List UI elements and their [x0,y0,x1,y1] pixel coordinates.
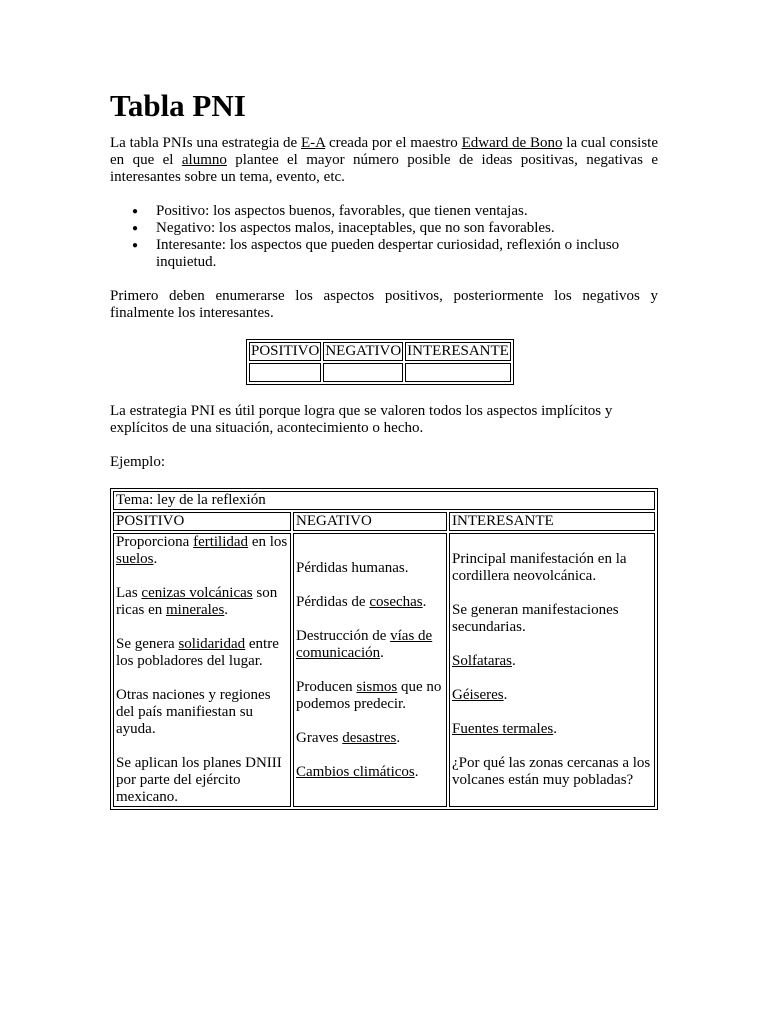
positivo-text: Las [116,585,142,601]
positivo-text: son ricas en [116,585,278,618]
negativo-item: Pérdidas humanas. [296,559,409,576]
positivo-text: Se genera [116,636,179,652]
link-cenizas-volcanicas[interactable]: cenizas volcánicas [141,585,253,601]
positivo-text: Proporciona [116,534,194,550]
usefulness-paragraph: La estrategia PNI es útil porque logra que se valoren todos los aspectos implícitos y explícitos de una situación, acontecimiento o hecho. [110,403,613,436]
bullet-positivo: ● Positivo: los aspectos buenos, favorables, que tienen ventajas. [156,203,658,220]
link-geiseres[interactable]: Géiseres [452,687,504,703]
page-title: Tabla PNI [110,88,246,123]
bullet-negativo: ● Negativo: los aspectos malos, inaceptables, que no son favorables. [156,220,658,237]
pni-bullet-list [110,203,658,271]
empty-cell-positivo [249,363,321,382]
negativo-text: Destrucción de [296,627,391,644]
example-label: Ejemplo: [110,454,165,470]
link-suelos[interactable]: suelos [116,551,154,567]
interesante-item: Se generan manifestaciones secundarias. [452,602,619,635]
negativo-item [296,730,444,747]
link-sismos[interactable]: sismos [356,678,398,695]
negativo-text: Pérdidas de [296,593,370,610]
empty-header-positivo: POSITIVO [251,343,320,359]
positivo-item [116,534,288,568]
link-desastres[interactable]: desastres [342,729,397,746]
link-solidaridad[interactable]: solidaridad [178,636,246,652]
example-cell-negativo [293,533,447,807]
negativo-text: . [380,644,384,661]
empty-header-negativo: NEGATIVO [325,343,402,359]
empty-cell-negativo [323,363,403,382]
positivo-text: . [224,602,229,618]
interesante-text: . [511,653,516,669]
link-edward-de-bono[interactable]: Edward de Bono [461,135,563,151]
link-cambios-climaticos[interactable]: Cambios climáticos [296,763,415,780]
link-vias-de-comunicacion[interactable]: vías de comunicación [296,627,433,661]
interesante-item [452,687,652,704]
positivo-item: Otras naciones y regiones del país manifiestan su ayuda. [116,687,271,737]
negativo-text: Producen [296,678,357,695]
negativo-item [296,594,444,611]
order-paragraph: Primero deben enumerarse los aspectos positivos, posteriormente los negativos y finalmente los interesantes. [110,288,658,321]
positivo-text: entre los pobladores del lugar. [116,636,279,669]
link-alumno[interactable]: alumno [181,152,227,168]
empty-pni-table [246,339,514,385]
negativo-item [296,764,444,781]
negativo-text: . [396,729,401,746]
example-header-positivo: POSITIVO [113,512,291,531]
link-minerales[interactable]: minerales [165,602,225,618]
positivo-text: en los [248,534,288,550]
positivo-text: . [153,551,158,567]
intro-paragraph [110,135,658,186]
intro-text-2: creada por el maestro [325,135,462,151]
example-cell-interesante [449,533,655,807]
link-e-a[interactable]: E-A [301,135,326,151]
empty-cell-interesante [405,363,511,382]
interesante-text: . [553,721,557,737]
intro-text-1: La tabla PNIs una estrategia de [110,135,302,151]
intro-text-4: plantee el mayor número posible de ideas positivas, negativas e interesantes sobre un tema, evento, etc. [110,152,658,185]
negativo-text: Graves [296,729,343,746]
interesante-item: Principal manifestación en la cordillera neovolcánica. [452,551,627,584]
intro-text-3: la cual consiste en que el [110,135,658,168]
interesante-item [452,653,652,670]
link-fertilidad[interactable]: fertilidad [193,534,249,550]
empty-header-interesante: INTERESANTE [407,343,509,359]
example-cell-positivo [113,533,291,807]
bullet-interesante: ● Interesante: los aspectos que pueden despertar curiosidad, reflexión o incluso inquietud. [156,237,658,271]
document-page [110,88,658,810]
example-header-interesante: INTERESANTE [449,512,655,531]
link-cosechas[interactable]: cosechas [369,593,423,610]
example-topic: Tema: ley de la reflexión [113,491,655,510]
positivo-item [116,636,288,670]
interesante-item: ¿Por qué las zonas cercanas a los volcanes están muy pobladas? [452,755,651,788]
positivo-item: Se aplican los planes DNIII por parte del ejército mexicano. [116,755,282,805]
negativo-item [296,679,444,713]
link-fuentes-termales[interactable]: Fuentes termales [452,721,554,737]
example-pni-table [110,488,658,810]
interesante-text: . [503,687,508,703]
positivo-item [116,585,288,619]
example-header-negativo: NEGATIVO [293,512,447,531]
negativo-item [296,628,444,662]
interesante-item [452,721,652,738]
negativo-text: . [414,763,419,780]
negativo-text: que no podemos predecir. [296,678,442,712]
negativo-text: . [422,593,427,610]
link-solfataras[interactable]: Solfataras [452,653,512,669]
